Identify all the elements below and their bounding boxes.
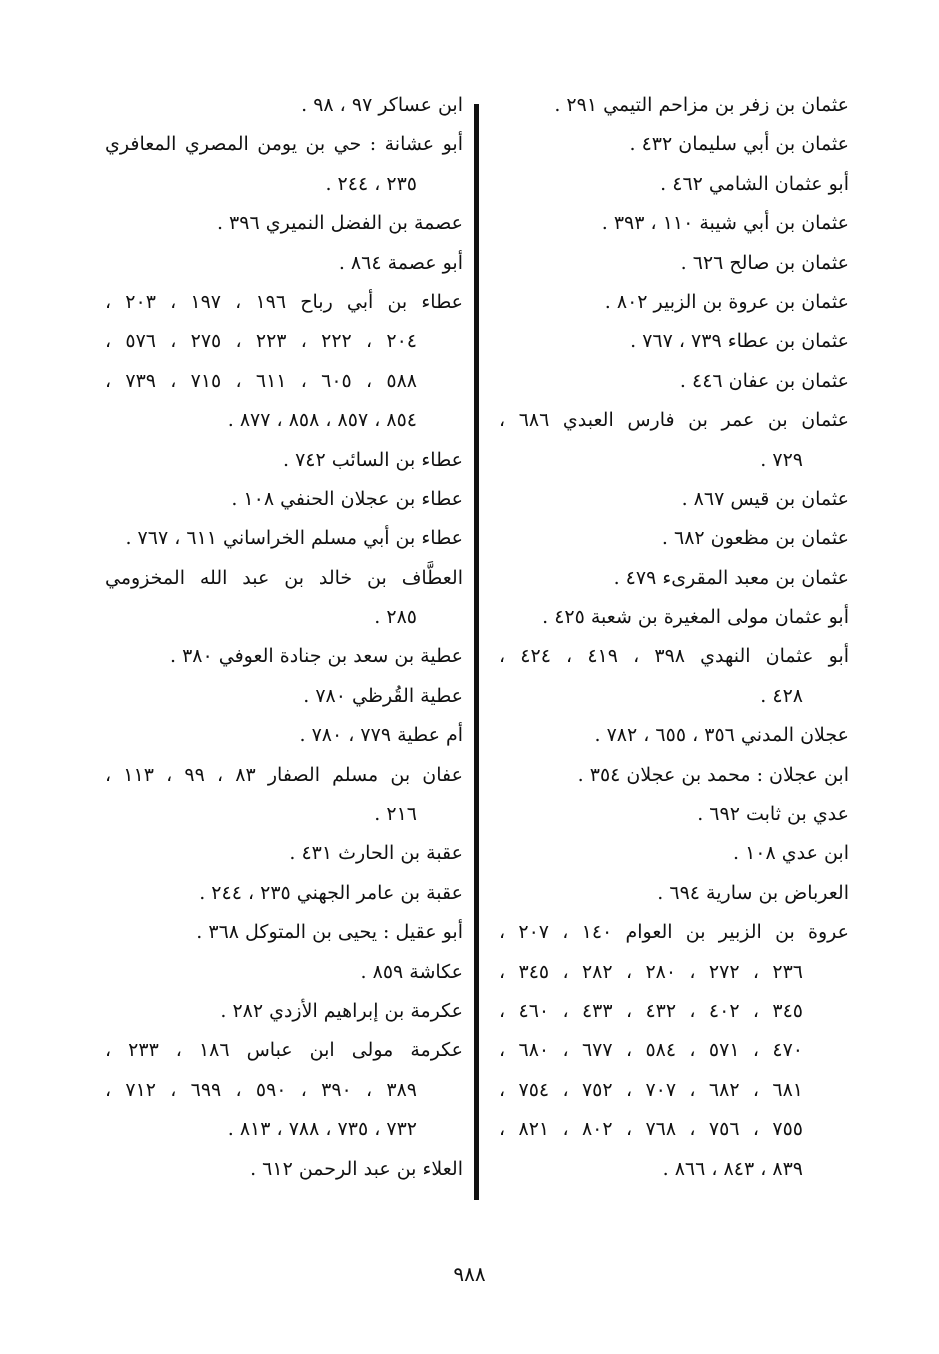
index-entry: أبو عثمان مولى المغيرة بن شعبة ٤٢٥ . <box>542 606 849 629</box>
index-entry: عطية بن سعد بن جنادة العوفي ٣٨٠ . <box>169 645 463 668</box>
index-entry: أبو عثمان الشامي ٤٦٢ . <box>660 172 849 195</box>
index-entry: عثمان بن قيس ٨٦٧ . <box>681 487 849 510</box>
index-entry-continuation: ٧٢٩ . <box>760 448 803 471</box>
index-entry: عصمة بن الفضل النميري ٣٩٦ . <box>216 212 463 235</box>
index-entry: العلاء بن عبد الرحمن ٦١٢ . <box>250 1157 463 1180</box>
index-entry: عثمان بن أبي سليمان ٤٣٢ . <box>629 133 849 156</box>
index-entry-continuation: ٣٨٩ ، ٣٩٠ ، ٥٩٠ ، ٦٩٩ ، ٧١٢ ، <box>105 1078 417 1101</box>
index-entry-continuation: ٣٤٥ ، ٤٠٢ ، ٤٣٢ ، ٤٣٣ ، ٤٦٠ ، <box>499 999 803 1022</box>
index-entry: عقبة بن عامر الجهني ٢٣٥ ، ٢٤٤ . <box>199 881 463 904</box>
index-entry-continuation: ٧٣٢ ، ٧٣٥ ، ٧٨٨ ، ٨١٣ . <box>227 1118 417 1141</box>
index-entry: عثمان بن صالح ٦٢٦ . <box>680 251 849 274</box>
index-entry-continuation: ٧٥٥ ، ٧٥٦ ، ٧٦٨ ، ٨٠٢ ، ٨٢١ ، <box>499 1118 803 1141</box>
index-entry: عثمان بن عطاء ٧٣٩ ، ٧٦٧ . <box>630 330 849 353</box>
index-entry-continuation: ٦٨١ ، ٦٨٢ ، ٧٠٧ ، ٧٥٢ ، ٧٥٤ ، <box>499 1078 803 1101</box>
right-column <box>499 86 849 1189</box>
index-entry: عكاشة ٨٥٩ . <box>360 960 463 983</box>
index-entry-continuation: ٢٨٥ . <box>374 606 417 629</box>
left-column <box>105 86 463 1189</box>
index-entry: أبو عقيل : يحيى بن المتوكل ٣٦٨ . <box>196 921 463 944</box>
index-entry: عجلان المدني ٣٥٦ ، ٦٥٥ ، ٧٨٢ . <box>594 724 849 747</box>
index-entry: أم عطية ٧٧٩ ، ٧٨٠ . <box>299 724 463 747</box>
index-entry: عثمان بن معبد المقرىء ٤٧٩ . <box>613 566 849 589</box>
index-entry-continuation: ٢٣٥ ، ٢٤٤ . <box>325 172 417 195</box>
index-entry: عثمان بن زفر بن مزاحم التيمي ٢٩١ . <box>554 94 849 116</box>
index-entry-continuation: ٢٠٤ ، ٢٢٢ ، ٢٢٣ ، ٢٧٥ ، ٥٧٦ ، <box>105 330 417 353</box>
index-entry-continuation: ٢١٦ . <box>374 803 417 826</box>
index-entry-continuation: ٤٧٠ ، ٥٧١ ، ٥٨٤ ، ٦٧٧ ، ٦٨٠ ، <box>499 1039 803 1062</box>
index-entry: عطاء بن السائب ٧٤٢ . <box>283 448 463 471</box>
index-entry: عطاء بن أبي مسلم الخراساني ٦١١ ، ٧٦٧ . <box>125 527 463 550</box>
index-entry: أبو عثمان النهدي ٣٩٨ ، ٤١٩ ، ٤٢٤ ، <box>499 645 849 668</box>
index-entry: عروة بن الزبير بن العوام ١٤٠ ، ٢٠٧ ، <box>499 921 849 944</box>
index-entry: عثمان بن عفان ٤٤٦ . <box>679 369 849 392</box>
index-entry: عكرمة بن إبراهيم الأزدي ٢٨٢ . <box>220 999 463 1022</box>
index-entry: العطَّاف بن خالد بن عبد الله المخزومي <box>105 566 463 589</box>
index-entry: عكرمة مولى ابن عباس ١٨٦ ، ٢٣٣ ، <box>105 1039 463 1062</box>
index-entry-continuation: ٢٣٦ ، ٢٧٢ ، ٢٨٠ ، ٢٨٢ ، ٣٤٥ ، <box>499 960 803 983</box>
index-entry: أبو عصمة ٨٦٤ . <box>338 251 463 274</box>
index-entry: ابن عدي ١٠٨ . <box>732 842 849 865</box>
index-entry-continuation: ٤٢٨ . <box>760 684 803 707</box>
index-entry: عطية القُرظي ٧٨٠ . <box>303 684 463 707</box>
index-entry: عثمان بن أبي شيبة ١١٠ ، ٣٩٣ . <box>601 212 849 235</box>
index-entry: عدي بن ثابت ٦٩٢ . <box>697 803 849 826</box>
index-entry: عثمان بن مظعون ٦٨٢ . <box>661 527 849 550</box>
index-entry: أبو عشانة : حي بن يومن المصري المعافري <box>105 133 463 156</box>
page-number: ٩٨٨ <box>453 1262 486 1286</box>
index-entry-continuation: ٥٨٨ ، ٦٠٥ ، ٦١١ ، ٧١٥ ، ٧٣٩ ، <box>105 369 417 392</box>
index-entry: عطاء بن أبي رباح ١٩٦ ، ١٩٧ ، ٢٠٣ ، <box>105 290 463 313</box>
column-divider <box>474 104 479 1200</box>
index-entry: عثمان بن عمر بن فارس العبدي ٦٨٦ ، <box>499 409 849 432</box>
index-entry: عفان بن مسلم الصفار ٨٣ ، ٩٩ ، ١١٣ ، <box>105 763 463 786</box>
index-entry: عثمان بن عروة بن الزبير ٨٠٢ . <box>604 290 849 313</box>
index-entry: ابن عجلان : محمد بن عجلان ٣٥٤ . <box>577 763 849 786</box>
index-entry-continuation: ٨٣٩ ، ٨٤٣ ، ٨٦٦ . <box>662 1157 803 1180</box>
index-entry-continuation: ٨٥٤ ، ٨٥٧ ، ٨٥٨ ، ٨٧٧ . <box>227 409 417 432</box>
index-entry: عقبة بن الحارث ٤٣١ . <box>289 842 463 865</box>
index-entry: عطاء بن عجلان الحنفي ١٠٨ . <box>231 487 463 510</box>
index-entry: العرباض بن سارية ٦٩٤ . <box>657 881 849 904</box>
index-entry: ابن عساكر ٩٧ ، ٩٨ . <box>301 94 463 116</box>
